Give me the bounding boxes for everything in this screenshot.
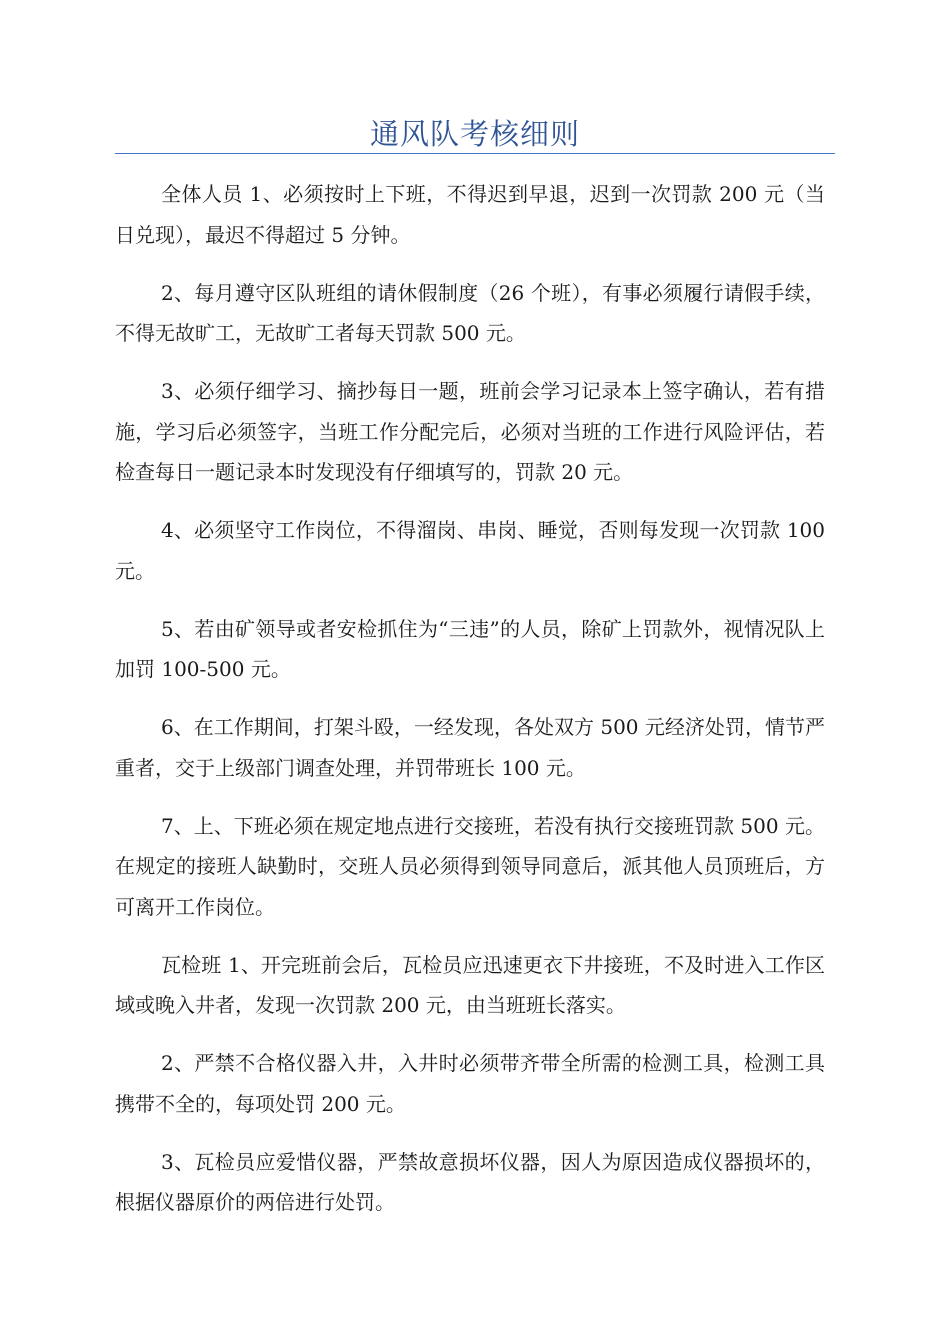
paragraph-6: 6、在工作期间，打架斗殴，一经发现，各处双方 500 元经济处罚，情节严重者，交于上级部门调查处理，并罚带班长 100 元。 [115,715,825,780]
paragraph-1: 全体人员 1、必须按时上下班，不得迟到早退，迟到一次罚款 200 元（当日兑现），最迟不得超过 5 分钟。 [115,182,825,247]
paragraph-10: 3、瓦检员应爱惜仪器，严禁故意损坏仪器，因人为原因造成仪器损坏的，根据仪器原价的两倍进行处罚。 [115,1149,825,1214]
document-body [115,174,825,1240]
paragraph-2: 2、每月遵守区队班组的请休假制度（26 个班），有事必须履行请假手续，不得无故旷工，无故旷工者每天罚款 500 元。 [115,280,825,345]
paragraph-7: 7、上、下班必须在规定地点进行交接班，若没有执行交接班罚款 500 元。在规定的接班人缺勤时，交班人员必须得到领导同意后，派其他人员顶班后，方可离开工作岗位。 [115,813,825,919]
paragraph-9: 2、严禁不合格仪器入井，入井时必须带齐带全所需的检测工具，检测工具携带不全的，每项处罚 200 元。 [115,1051,825,1116]
page-title: 通风队考核细则 [369,117,580,151]
paragraph-4: 4、必须坚守工作岗位，不得溜岗、串岗、睡觉，否则每发现一次罚款 100 元。 [115,518,825,583]
paragraph-3: 3、必须仔细学习、摘抄每日一题，班前会学习记录本上签字确认，若有措施，学习后必须签字，当班工作分配完后，必须对当班的工作进行风险评估，若检查每日一题记录本时发现没有仔细填写的，罚款 20 元。 [115,379,825,484]
paragraph-5: 5、若由矿领导或者安检抓住为“三违”的人员，除矿上罚款外，视情况队上加罚 100-500 元。 [115,616,825,681]
title-divider [115,153,835,154]
paragraph-8: 瓦检班 1、开完班前会后，瓦检员应迅速更衣下井接班，不及时进入工作区域或晚入井者，发现一次罚款 200 元，由当班班长落实。 [115,952,825,1017]
